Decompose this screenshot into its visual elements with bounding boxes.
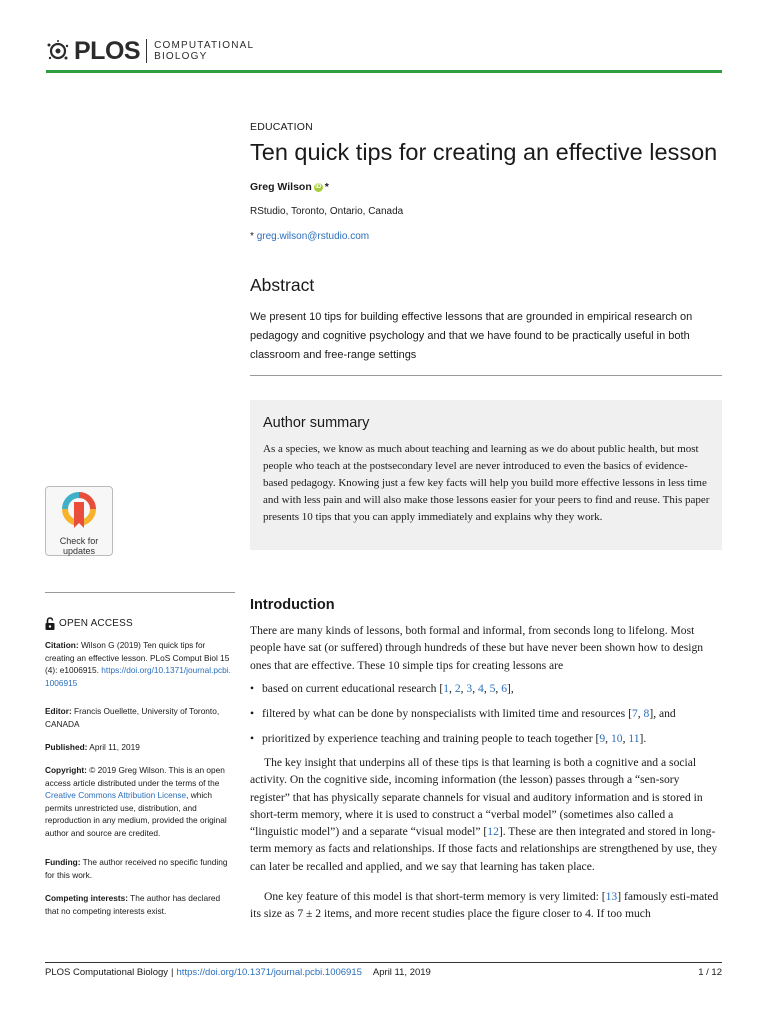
author-line	[250, 181, 329, 193]
funding-text: The author received no specific funding for this work.	[45, 857, 228, 880]
ref-link[interactable]: 11	[628, 732, 640, 745]
badge-line-1: Check for	[59, 536, 99, 546]
ref-link[interactable]: 6	[501, 682, 507, 695]
para3-text-a: One key feature of this model is that short-term memory is very limited: [	[264, 890, 606, 903]
publisher-name: PLOS	[74, 36, 141, 65]
logo-divider	[146, 39, 147, 63]
bullet-icon: •	[250, 707, 255, 720]
author-summary-text: As a species, we know as much about teaching and learning as we do about public health, but most people who teach at the postsecondary level are never introduced to even the basics of evidence-based pedagogy. Knowing just a few key facts will help you build more effective lessons in less time and with less pain and will also make those lessons easier for your peers to find and reuse. This paper presents 10 tips that you can apply immediately and explains why they work.	[263, 443, 710, 523]
list-item-tail: ].	[639, 732, 647, 745]
author-email-link[interactable]: greg.wilson@rstudio.com	[256, 231, 370, 242]
author-name[interactable]: Greg Wilson	[250, 181, 312, 193]
competing-label: Competing interests:	[45, 893, 128, 903]
citation-doi-link[interactable]: https://doi.org/10.1371/journal.pcbi.1006915	[45, 665, 231, 688]
ref-link[interactable]: 13	[605, 890, 618, 903]
open-access-text: OPEN ACCESS	[59, 618, 133, 629]
page-number: 1 / 12	[698, 967, 722, 978]
citation-text: Wilson G (2019) Ten quick tips for creating an effective lesson. PLoS Comput Biol 15 (4): e1006915.	[45, 640, 230, 675]
bullet-icon: •	[250, 732, 255, 745]
ref-link[interactable]: 7	[631, 707, 638, 720]
footer-separator: |	[171, 967, 174, 978]
affiliation: RStudio, Toronto, Ontario, Canada	[250, 206, 404, 217]
intro-paragraph-1: There are many kinds of lessons, both formal and informal, from seconds long to lifelong. Most people have sat (or suffered) through hundreds of these but have never been shown how to design ones that are effective. These 10 simple tips for creating lessons are	[250, 624, 704, 672]
published-block	[45, 741, 235, 754]
orcid-icon[interactable]: iD	[315, 183, 322, 190]
article-title: Ten quick tips for creating an effective lesson	[250, 139, 718, 165]
correspondence	[250, 231, 369, 242]
open-access-label	[45, 617, 133, 630]
editor-block	[45, 705, 235, 730]
ref-link[interactable]: 2	[454, 682, 461, 695]
footer-journal: PLOS Computational Biology	[45, 967, 169, 978]
ref-link[interactable]: 5	[489, 682, 496, 695]
editor-label: Editor:	[45, 706, 72, 716]
plos-logo-icon	[46, 39, 70, 63]
list-item-lead: based on current educational research [	[262, 682, 444, 695]
list-item-tail: ], and	[649, 707, 676, 720]
license-link[interactable]: Creative Commons Attribution License	[45, 790, 187, 800]
list-item-lead: prioritized by experience teaching and training people to teach together [	[262, 732, 600, 745]
footer-doi-link[interactable]: https://doi.org/10.1371/journal.pcbi.1006915	[176, 967, 362, 978]
ref-link[interactable]: 10	[610, 732, 623, 745]
copyright-block	[45, 764, 235, 839]
para2-text-a: The key insight that underpins all of these tips is that learning is both a cognitive and a social activity. On the cognitive side, incoming information (the lesson) passes through a “sen-sory register” that has physically separate channels for visual and auditory information and is stored in short-term memory, where it is used to construct a “verbal model” (sometimes also called a “linguistic model”) and a separate “visual model” [	[250, 756, 703, 839]
open-lock-icon	[45, 617, 55, 630]
badge-text	[46, 536, 112, 556]
list-item-lead: filtered by what can be done by nonspecialists with limited time and resources [	[262, 707, 632, 720]
page-footer	[45, 967, 722, 978]
ref-link[interactable]: 8	[643, 707, 650, 720]
footer-rule	[45, 962, 722, 963]
para3-text-b: ] famously esti-mated its size as 7 ± 2 items, and more recent studies place the figure closer to 4. If too much	[250, 890, 719, 921]
ref-link[interactable]: 12	[487, 825, 499, 839]
plos-logo[interactable]	[46, 36, 254, 66]
citation-label: Citation:	[45, 640, 79, 650]
ref-link[interactable]: 4	[478, 682, 484, 695]
bullet-icon: •	[250, 682, 255, 695]
author-mark: *	[324, 181, 329, 193]
abstract-heading: Abstract	[250, 275, 315, 295]
footer-date: April 11, 2019	[372, 967, 431, 978]
copyright-label: Copyright:	[45, 765, 87, 775]
author-summary-heading: Author summary	[263, 415, 370, 431]
journal-line-2: BIOLOGY	[154, 51, 208, 62]
citation-block	[45, 639, 235, 689]
competing-text: The author has declared that no competing interests exist.	[45, 893, 221, 916]
editor-text: Francis Ouellette, University of Toronto, CANADA	[45, 706, 220, 729]
list-item	[250, 680, 722, 697]
list-item-text: filtered by what can be done by nonspecialists with limited time and resources [7, 8], and	[262, 707, 676, 720]
journal-name	[154, 40, 254, 62]
intro-paragraph-3	[250, 888, 722, 923]
ref-link[interactable]: 1	[443, 682, 450, 695]
crossmark-icon	[62, 492, 96, 530]
funding-block	[45, 856, 235, 881]
left-column-rule	[45, 592, 235, 593]
list-item	[250, 730, 722, 747]
published-text: April 11, 2019	[89, 742, 140, 752]
check-for-updates-badge[interactable]	[45, 486, 113, 556]
intro-paragraph-2	[250, 754, 722, 875]
introduction-heading: Introduction	[250, 597, 335, 613]
header-rule	[46, 70, 722, 73]
email-mark: *	[250, 231, 254, 242]
copyright-text-1: © 2019 Greg Wilson. This is an open access article distributed under the terms of the	[45, 765, 225, 788]
ref-link[interactable]: 3	[466, 682, 473, 695]
ref-link[interactable]: 9	[599, 732, 606, 745]
journal-line-1: COMPUTATIONAL	[154, 40, 255, 51]
abstract-text: We present 10 tips for building effective lessons that are grounded in empirical research on pedagogy and cognitive psychology and that we have found to be practically useful in both classroom and free-range settings	[250, 311, 693, 361]
badge-line-2: updates	[62, 546, 96, 556]
para2-text-b: ]. These are then integrated and stored in long-term memory as facts and relationships. If those facts and relationships are strengthened by use, they can later be recalled and applied, and we say that learning has taken place.	[250, 825, 718, 873]
abstract-rule	[250, 375, 722, 376]
list-item-text: prioritized by experience teaching and training people to teach together [9, 10, 11].	[262, 732, 647, 745]
competing-interests-block	[45, 892, 235, 917]
published-label: Published:	[45, 742, 88, 752]
list-item-text: based on current educational research [1, 2, 3, 4, 5, 6],	[262, 682, 514, 695]
list-item	[250, 705, 722, 722]
section-label: EDUCATION	[250, 121, 313, 133]
list-item-tail: ],	[507, 682, 514, 695]
copyright-text-2: , which permits unrestricted use, distribution, and reproduction in any medium, provided the original author and source are credited.	[45, 790, 227, 838]
funding-label: Funding:	[45, 857, 81, 867]
